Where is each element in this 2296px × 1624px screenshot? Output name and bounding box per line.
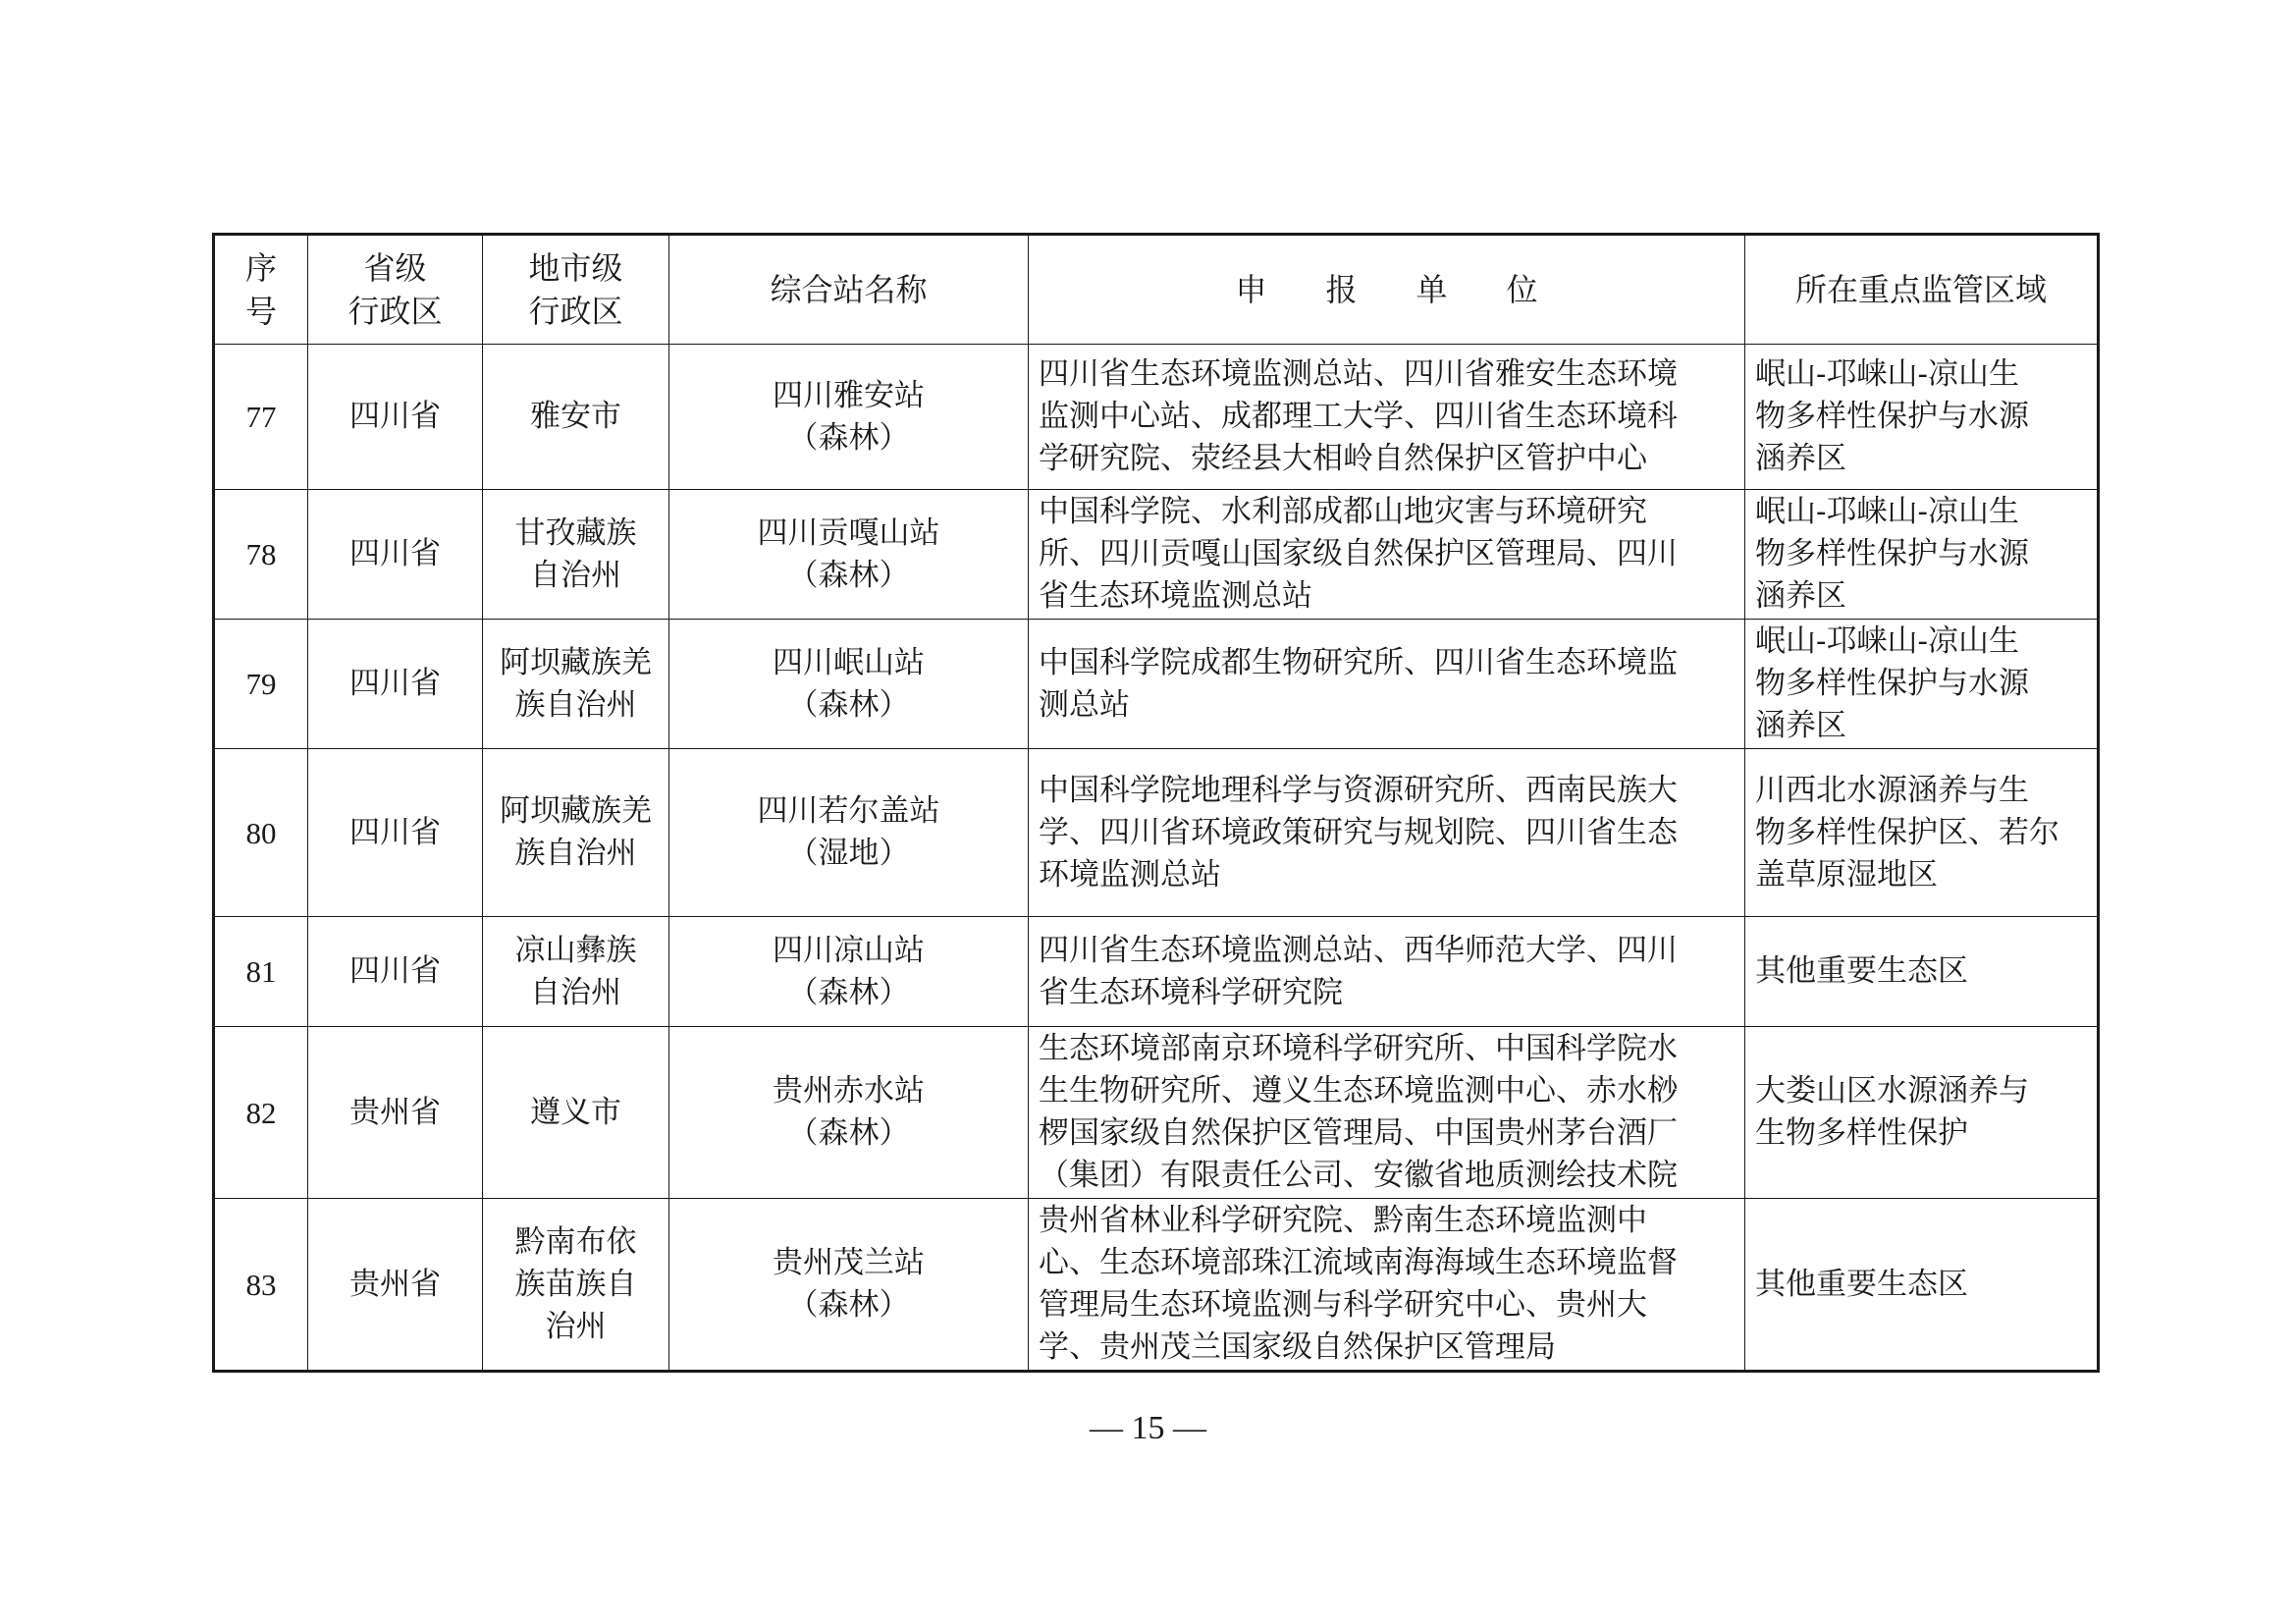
- row-city: 阿坝藏族羌 族自治州: [483, 749, 669, 917]
- row-region: 川西北水源涵养与生 物多样性保护区、若尔 盖草原湿地区: [1745, 749, 2099, 917]
- row-city: 阿坝藏族羌 族自治州: [483, 620, 669, 749]
- header-region: 所在重点监管区域: [1745, 235, 2099, 345]
- page-number: — 15 —: [1090, 1410, 1206, 1446]
- row-region: 其他重要生态区: [1745, 1199, 2099, 1372]
- row-seq: 80: [214, 749, 308, 917]
- table-header: [214, 235, 2099, 345]
- row-unit: 贵州省林业科学研究院、黔南生态环境监测中 心、生态环境部珠江流域南海海域生态环境监督 管理局生态环境监测与科学研究中心、贵州大 学、贵州茂兰国家级自然保护区管理局: [1029, 1199, 1745, 1372]
- row-city: 黔南布依 族苗族自 治州: [483, 1199, 669, 1372]
- row-station: 贵州茂兰站 （森林）: [669, 1199, 1029, 1372]
- row-region: 岷山-邛崃山-凉山生 物多样性保护与水源 涵养区: [1745, 490, 2099, 620]
- row-city: 遵义市: [483, 1027, 669, 1199]
- row-province: 贵州省: [308, 1027, 483, 1199]
- row-province: 四川省: [308, 749, 483, 917]
- row-seq: 83: [214, 1199, 308, 1372]
- table-row: [214, 490, 2099, 620]
- table-row: [214, 917, 2099, 1027]
- row-region: 岷山-邛崃山-凉山生 物多样性保护与水源 涵养区: [1745, 345, 2099, 490]
- row-unit: 中国科学院、水利部成都山地灾害与环境研究 所、四川贡嘎山国家级自然保护区管理局、四川 省生态环境监测总站: [1029, 490, 1745, 620]
- row-city: 雅安市: [483, 345, 669, 490]
- header-row: [214, 235, 2099, 345]
- row-station: 四川岷山站 （森林）: [669, 620, 1029, 749]
- row-province: 四川省: [308, 345, 483, 490]
- row-seq: 79: [214, 620, 308, 749]
- header-province: 省级 行政区: [308, 235, 483, 345]
- row-unit: 中国科学院成都生物研究所、四川省生态环境监 测总站: [1029, 620, 1745, 749]
- stations-table: [212, 233, 2100, 1373]
- row-province: 四川省: [308, 620, 483, 749]
- table-row: [214, 1199, 2099, 1372]
- table-body: [214, 345, 2099, 1372]
- row-unit: 中国科学院地理科学与资源研究所、西南民族大 学、四川省环境政策研究与规划院、四川省生态 环境监测总站: [1029, 749, 1745, 917]
- row-station: 四川雅安站 （森林）: [669, 345, 1029, 490]
- row-seq: 78: [214, 490, 308, 620]
- row-seq: 81: [214, 917, 308, 1027]
- row-seq: 82: [214, 1027, 308, 1199]
- table-row: [214, 749, 2099, 917]
- table-row: [214, 1027, 2099, 1199]
- header-station: 综合站名称: [669, 235, 1029, 345]
- row-region: 其他重要生态区: [1745, 917, 2099, 1027]
- row-station: 四川凉山站 （森林）: [669, 917, 1029, 1027]
- row-region: 岷山-邛崃山-凉山生 物多样性保护与水源 涵养区: [1745, 620, 2099, 749]
- header-seq: 序 号: [214, 235, 308, 345]
- row-station: 贵州赤水站 （森林）: [669, 1027, 1029, 1199]
- table-row: [214, 620, 2099, 749]
- row-city: 凉山彝族 自治州: [483, 917, 669, 1027]
- header-city: 地市级 行政区: [483, 235, 669, 345]
- row-region: 大娄山区水源涵养与 生物多样性保护: [1745, 1027, 2099, 1199]
- row-city: 甘孜藏族 自治州: [483, 490, 669, 620]
- row-station: 四川若尔盖站 （湿地）: [669, 749, 1029, 917]
- row-station: 四川贡嘎山站 （森林）: [669, 490, 1029, 620]
- table-row: [214, 345, 2099, 490]
- row-unit: 四川省生态环境监测总站、西华师范大学、四川 省生态环境科学研究院: [1029, 917, 1745, 1027]
- row-unit: 生态环境部南京环境科学研究所、中国科学院水 生生物研究所、遵义生态环境监测中心、赤水桫 椤国家级自然保护区管理局、中国贵州茅台酒厂 （集团）有限责任公司、安徽省地质测绘技术院: [1029, 1027, 1745, 1199]
- row-province: 四川省: [308, 490, 483, 620]
- header-unit: 申报单位: [1029, 235, 1745, 345]
- row-province: 贵州省: [308, 1199, 483, 1372]
- row-province: 四川省: [308, 917, 483, 1027]
- row-seq: 77: [214, 345, 308, 490]
- row-unit: 四川省生态环境监测总站、四川省雅安生态环境 监测中心站、成都理工大学、四川省生态环境科 学研究院、荥经县大相岭自然保护区管护中心: [1029, 345, 1745, 490]
